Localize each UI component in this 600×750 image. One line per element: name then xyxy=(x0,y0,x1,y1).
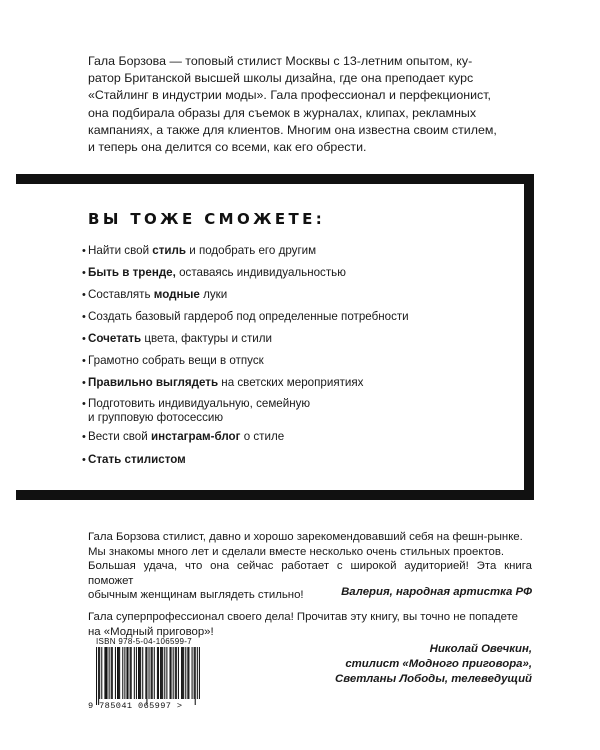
testimonial-line: на «Модный приговор»! xyxy=(88,625,214,638)
barcode-bar xyxy=(151,647,152,699)
barcode-bar xyxy=(162,647,163,699)
intro-line: «Стайлинг в индустрии моды». Гала профессионал и перфекционист, xyxy=(88,88,491,103)
barcode xyxy=(88,647,200,713)
barcode-bar xyxy=(139,647,140,699)
intro-line: ратор Британской высшей школы дизайна, где она преподает курс xyxy=(88,71,474,86)
feature-item xyxy=(82,266,508,280)
feature-highlight: Сочетать xyxy=(88,332,142,345)
bullet-icon: • xyxy=(82,431,86,443)
feature-text: о стиле xyxy=(240,430,285,443)
barcode-bar xyxy=(154,647,155,699)
barcode-bar xyxy=(145,647,146,699)
barcode-bar xyxy=(194,647,195,699)
barcode-bar xyxy=(115,647,116,699)
feature-text: Вести свой xyxy=(88,430,151,443)
bullet-icon: • xyxy=(82,289,86,301)
barcode-bar xyxy=(171,647,172,699)
intro-line: она подбирала образы для съемок в журналах, клипах, рекламных xyxy=(88,105,477,120)
barcode-bar xyxy=(175,647,176,699)
bullet-icon: • xyxy=(82,355,86,367)
feature-highlight: Стать стилистом xyxy=(88,453,186,466)
barcode-bar xyxy=(99,647,100,699)
features-title: ВЫ ТОЖЕ СМОЖЕТЕ: xyxy=(88,210,326,228)
testimonial-line: Гала суперпрофессионал своего дела! Прочитав эту книгу, вы точно не попадете xyxy=(88,611,519,623)
feature-text: Создать базовый гардероб под определенные потребности xyxy=(88,310,409,323)
feature-text: Составлять xyxy=(88,288,154,301)
barcode-bar xyxy=(117,647,118,699)
testimonial-line: Мы знакомы много лет и сделали вместе несколько очень стильных проектов. xyxy=(88,545,505,558)
intro-line: и теперь она делится со всеми, как его обрести. xyxy=(88,140,367,155)
bullet-icon: • xyxy=(82,311,86,323)
barcode-bar xyxy=(140,647,141,699)
barcode-bar xyxy=(122,647,123,699)
barcode-bar xyxy=(118,647,119,699)
feature-item xyxy=(82,397,508,425)
feature-text: Найти свой xyxy=(88,244,153,257)
feature-item xyxy=(82,288,508,302)
barcode-bar xyxy=(187,647,188,699)
barcode-bar xyxy=(124,647,125,699)
barcode-bar xyxy=(192,647,193,699)
feature-highlight: инстаграм-блог xyxy=(150,430,241,443)
barcode-bar xyxy=(161,647,162,699)
barcode-bar xyxy=(138,647,139,699)
barcode-bar xyxy=(164,647,165,699)
testimonial-author: Валерия, народная артистка РФ xyxy=(341,586,532,598)
barcode-bar xyxy=(185,647,186,699)
barcode-bar xyxy=(166,647,167,699)
feature-text: и подобрать его другим xyxy=(186,244,317,257)
feature-item xyxy=(82,376,508,390)
barcode-bar xyxy=(178,647,179,699)
intro-paragraph xyxy=(88,53,528,156)
barcode-bar xyxy=(101,647,102,699)
bullet-icon: • xyxy=(82,377,86,389)
intro-line: Гала Борзова — топовый стилист Москвы с 13-летним опытом, ку- xyxy=(88,54,473,68)
barcode-bar xyxy=(131,647,132,699)
feature-text: на светских мероприятиях xyxy=(218,376,364,389)
barcode-bar xyxy=(182,647,183,699)
barcode-bars xyxy=(88,647,200,705)
barcode-bar xyxy=(126,647,127,699)
author-line: Николай Овечкин, xyxy=(429,643,532,655)
feature-item xyxy=(82,430,508,444)
bullet-icon: • xyxy=(82,333,86,345)
bullet-icon: • xyxy=(82,245,86,257)
bullet-icon: • xyxy=(82,398,86,410)
barcode-bar xyxy=(170,647,171,699)
barcode-bar xyxy=(173,647,174,699)
barcode-digits: 9 785041 065997 > xyxy=(88,701,183,711)
feature-item xyxy=(82,354,508,368)
barcode-bar xyxy=(188,647,189,699)
feature-text: Подготовить индивидуальную, семейную xyxy=(88,397,311,410)
barcode-bar xyxy=(157,647,158,699)
barcode-bar xyxy=(104,647,105,699)
testimonial-line: Гала Борзова стилист, давно и хорошо зарекомендовавший себя на фешн-рынке. xyxy=(88,531,523,543)
bullet-icon: • xyxy=(82,454,86,466)
barcode-bar xyxy=(109,647,110,699)
barcode-bar xyxy=(128,647,129,699)
feature-highlight: Правильно выглядеть xyxy=(88,376,219,389)
feature-text: оставаясь индивидуальностью xyxy=(175,266,346,279)
feature-item xyxy=(82,310,508,324)
testimonial-author xyxy=(335,642,532,687)
testimonial-second xyxy=(88,610,532,639)
barcode-bar xyxy=(107,647,108,699)
barcode-bar xyxy=(134,647,135,699)
author-line: стилист «Модного приговора», xyxy=(345,658,532,670)
feature-item xyxy=(82,332,508,346)
barcode-bar xyxy=(136,647,137,699)
barcode-bar xyxy=(160,647,161,699)
barcode-bar xyxy=(142,647,143,699)
feature-item xyxy=(82,244,508,258)
barcode-bar xyxy=(111,647,112,699)
feature-highlight: стиль xyxy=(152,244,187,257)
barcode-bar xyxy=(197,647,198,699)
barcode-bar xyxy=(195,647,196,705)
barcode-bar xyxy=(158,647,159,699)
testimonial-line: обычным женщинам выглядеть стильно! xyxy=(88,589,304,602)
intro-line: кампаниях, а также для клиентов. Многим она известна своим стилем, xyxy=(88,122,497,137)
barcode-bar xyxy=(98,647,99,705)
barcode-bar xyxy=(119,647,120,699)
barcode-bar xyxy=(130,647,131,699)
feature-highlight: модные xyxy=(153,288,200,301)
barcode-bar xyxy=(149,647,150,699)
feature-text: луки xyxy=(199,288,228,301)
feature-text: и групповую фотосессию xyxy=(88,411,224,424)
barcode-bar xyxy=(152,647,153,699)
feature-text: Грамотно собрать вещи в отпуск xyxy=(88,354,264,367)
author-line: Светланы Лободы, телеведущий xyxy=(335,673,532,685)
feature-text: цвета, фактуры и стили xyxy=(141,332,272,345)
barcode-bar xyxy=(96,647,97,705)
testimonial-line: Большая удача, что она сейчас работает с широкой аудиторией! Эта книга поможет xyxy=(88,560,532,587)
barcode-bar xyxy=(181,647,182,699)
barcode-bar xyxy=(112,647,113,699)
feature-highlight: Быть в тренде, xyxy=(88,266,176,279)
barcode-bar xyxy=(146,647,147,705)
barcode-bar xyxy=(105,647,106,699)
barcode-bar xyxy=(176,647,177,699)
bullet-icon: • xyxy=(82,267,86,279)
barcode-bar xyxy=(183,647,184,699)
feature-item xyxy=(82,453,508,467)
barcode-bar xyxy=(199,647,200,699)
isbn-label: ISBN 978-5-04-106599-7 xyxy=(96,637,192,646)
